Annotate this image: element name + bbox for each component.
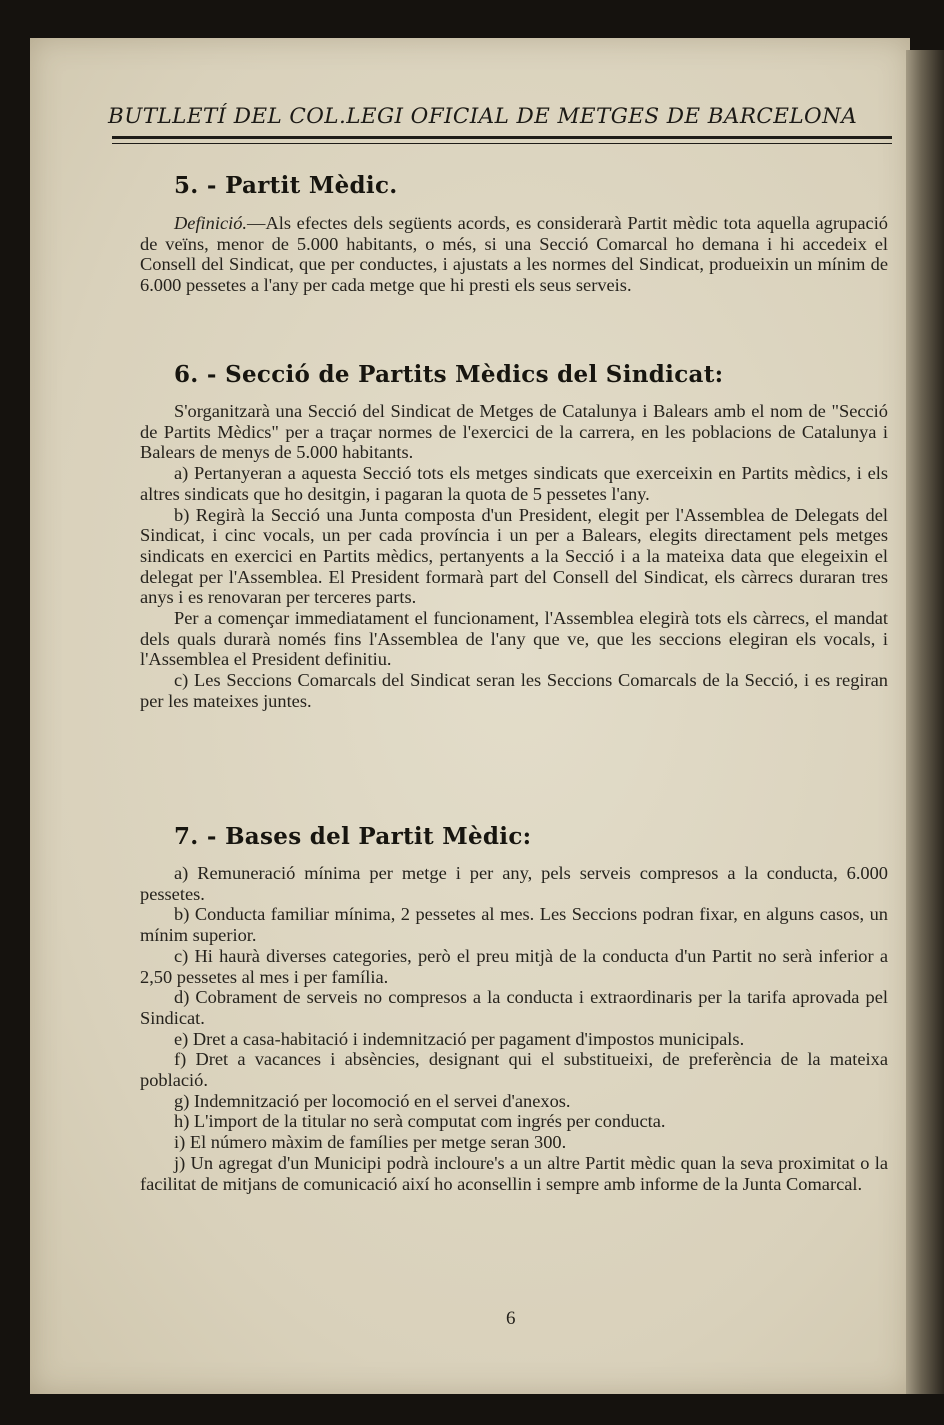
section-7-item-g: g) Indemnització per locomoció en el servei d'anexos. xyxy=(174,1090,571,1111)
section-6-paragraph: Per a començar immediatament el funcionament, l'Assemblea elegirà tots els càrrecs, el mandat dels quals durarà només fins l'Assemblea de l'any que ve, que les seccions elegiran els vocals, i l'Assemblea el President definitiu. xyxy=(140,608,888,670)
running-header: BUTLLETÍ DEL COL.LEGI OFICIAL DE METGES DE BARCELONA xyxy=(108,104,858,129)
section-7-item-h: h) L'import de la titular no serà computat com ingrés per conducta. xyxy=(174,1111,666,1132)
section-7-item-d: d) Cobrament de serveis no compresos a la conducta i extraordinaris per la tarifa aprovada pel Sindicat. xyxy=(140,987,888,1028)
section-7-item-i: i) El número màxim de famílies per metge seran 300. xyxy=(174,1132,567,1153)
section-6-body xyxy=(140,401,888,712)
definition-lead: Definició. xyxy=(174,213,248,233)
section-6-item-b: b) Regirà la Secció una Junta composta d'un President, elegit per l'Assemblea de Delegats del Sindicat, i cinc vocals, un per cada província i un per a Balears, elegits directament pels metges sindicats en exercici en Partits mèdics, pertanyents a la Secció i a la mateixa data que elegeixin el delegat per l'Assemblea. El President formarà part del Consell del Sindicat, els càrrecs duraran tres anys i es renovaran per terceres parts. xyxy=(140,504,888,608)
section-7-item-f: f) Dret a vacances i absències, designant qui el substitueixi, de preferència de la mateixa població. xyxy=(140,1049,888,1091)
section-6-item-c: c) Les Seccions Comarcals del Sindicat seran les Seccions Comarcals de la Secció, i es regiran per les mateixes juntes. xyxy=(140,670,888,711)
section-6-title: 6. - Secció de Partits Mèdics del Sindicat: xyxy=(174,361,724,388)
section-7-title: 7. - Bases del Partit Mèdic: xyxy=(174,823,532,850)
section-7-item-b: b) Conducta familiar mínima, 2 pessetes al mes. Les Seccions podran fixar, en alguns casos, un mínim superior. xyxy=(140,904,888,946)
section-5-title: 5. - Partit Mèdic. xyxy=(174,172,398,199)
section-5-definition xyxy=(140,213,888,296)
page-number: 6 xyxy=(506,1308,516,1329)
section-7-item-e: e) Dret a casa-habitació i indemnització per pagament d'impostos municipals. xyxy=(174,1028,745,1049)
section-7-item-a: a) Remuneració mínima per metge i per any, pels serveis compresos a la conducta, 6.000 pessetes. xyxy=(140,863,888,904)
section-6-paragraph: S'organitzarà una Secció del Sindicat de Metges de Catalunya i Balears amb el nom de "Secció de Partits Mèdics" per a traçar normes de l'exercici de la carrera, en les poblacions de Catalunya i Balears de menys de 5.000 habitants. xyxy=(140,401,888,463)
definition-text: —Als efectes dels següents acords, es considerarà Partit mèdic tota aquella agrupació de veïns, menor de 5.000 habitants, o més, si una Secció Comarcal ho demana i hi accedeix el Consell del Sindicat, que per conductes, i ajustats a les normes del Sindicat, produeixin un mínim de 6.000 pessetes a l'any per cada metge que hi presti els seus serveis. xyxy=(140,213,888,296)
page-edge-shadow xyxy=(906,50,944,1394)
header-rule-thin xyxy=(112,143,892,144)
section-7-body xyxy=(140,863,888,1194)
section-5-body xyxy=(140,213,888,296)
section-7-item-j: j) Un agregat d'un Municipi podrà incloure's a un altre Partit mèdic quan la seva proximitat o la facilitat de mitjans de comunicació així ho aconsellin i sempre amb informe de la Junta Comarcal. xyxy=(140,1152,888,1194)
section-6-item-a: a) Pertanyeran a aquesta Secció tots els metges sindicats que exerceixin en Partits mèdics, i els altres sindicats que ho desitgin, i pagaran la quota de 5 pessetes l'any. xyxy=(140,463,888,504)
section-7-item-c: c) Hi haurà diverses categories, però el preu mitjà de la conducta d'un Partit no serà inferior a 2,50 pessetes al mes i per família. xyxy=(140,945,888,987)
header-rule-thick xyxy=(112,136,892,139)
